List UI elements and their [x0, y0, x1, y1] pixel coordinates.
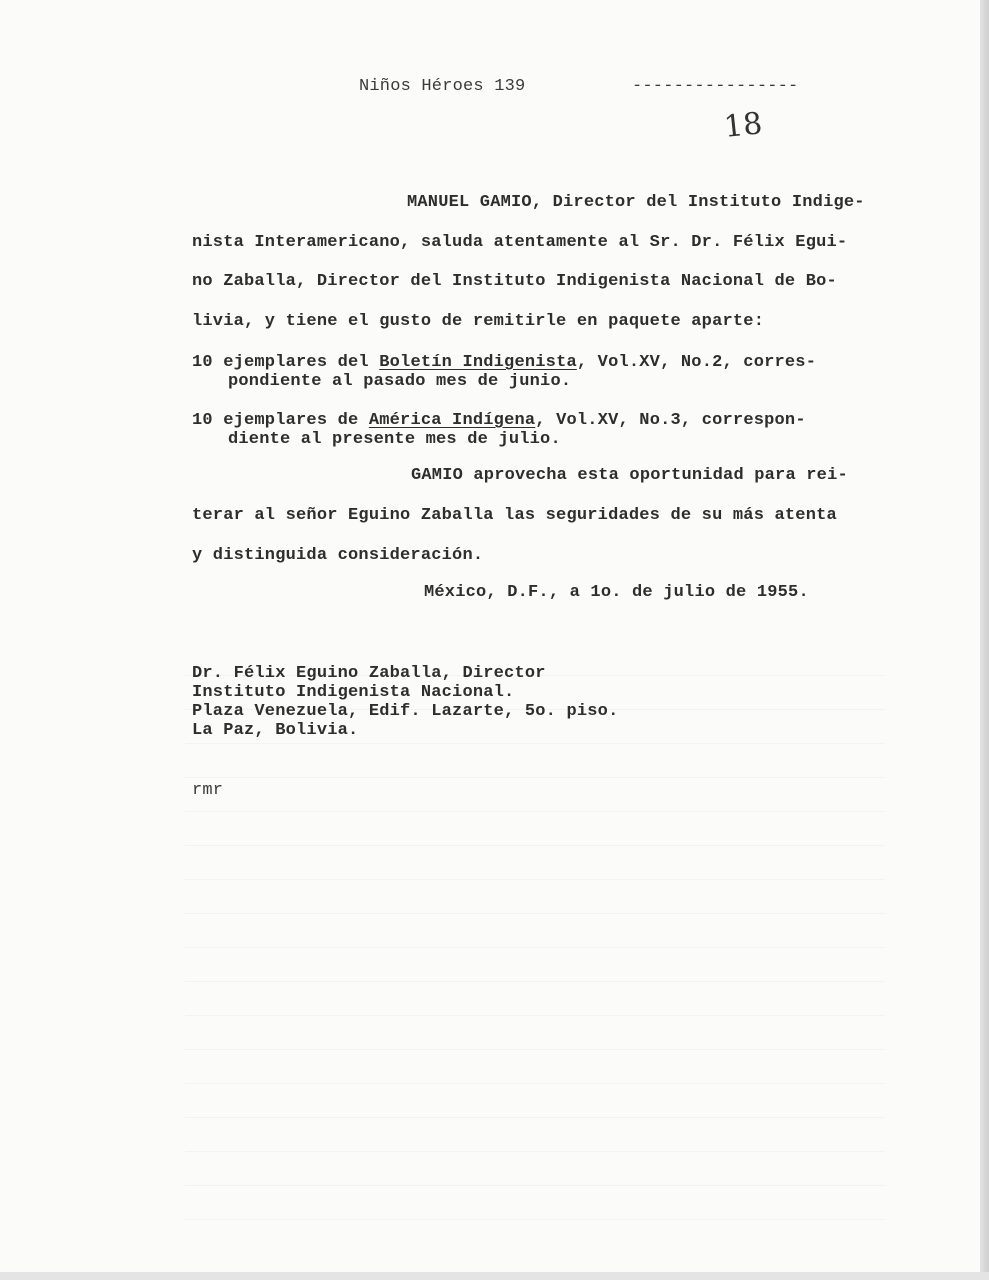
- item2-suffix: , Vol.XV, No.3, correspon-: [535, 411, 806, 430]
- list-item-2: [192, 411, 806, 430]
- bleed-through: [185, 660, 885, 1220]
- page-edge-bottom: [0, 1272, 989, 1280]
- item1-suffix: , Vol.XV, No.2, corres-: [576, 353, 817, 372]
- header-address: Niños Héroes 139: [359, 77, 526, 96]
- body-line-4: livia, y tiene el gusto de remitirle en paquete aparte:: [192, 312, 765, 331]
- recipient-line-1: Dr. Félix Eguino Zaballa, Director: [192, 664, 546, 683]
- item1-title: Boletín Indigenista: [379, 353, 577, 372]
- list-item-1: [192, 353, 816, 372]
- item2-prefix: 10 ejemplares de: [192, 411, 369, 430]
- list-item-2-cont: diente al presente mes de julio.: [228, 430, 561, 449]
- body-line-3: no Zaballa, Director del Instituto Indigenista Nacional de Bo-: [192, 272, 837, 291]
- recipient-line-4: La Paz, Bolivia.: [192, 721, 359, 740]
- handwritten-number: 18: [722, 106, 764, 145]
- closing-line-3: y distinguida consideración.: [192, 546, 484, 565]
- typist-initials: rmr: [192, 781, 224, 800]
- recipient-line-3: Plaza Venezuela, Edif. Lazarte, 5o. piso.: [192, 702, 619, 721]
- closing-line-1: GAMIO aprovecha esta oportunidad para rei-: [411, 466, 848, 485]
- page-edge-right: [980, 0, 989, 1280]
- recipient-line-2: Instituto Indigenista Nacional.: [192, 683, 515, 702]
- header-ref-line: ----------------: [632, 77, 799, 96]
- letter-date: México, D.F., a 1o. de julio de 1955.: [424, 583, 809, 602]
- item1-prefix: 10 ejemplares del: [192, 353, 380, 372]
- item2-title: América Indígena: [368, 411, 536, 430]
- body-line-2: nista Interamericano, saluda atentamente al Sr. Dr. Félix Egui-: [192, 233, 848, 252]
- body-line-1: MANUEL GAMIO, Director del Instituto Indige-: [407, 193, 865, 212]
- closing-line-2: terar al señor Eguino Zaballa las seguridades de su más atenta: [192, 506, 837, 525]
- list-item-1-cont: pondiente al pasado mes de junio.: [228, 372, 572, 391]
